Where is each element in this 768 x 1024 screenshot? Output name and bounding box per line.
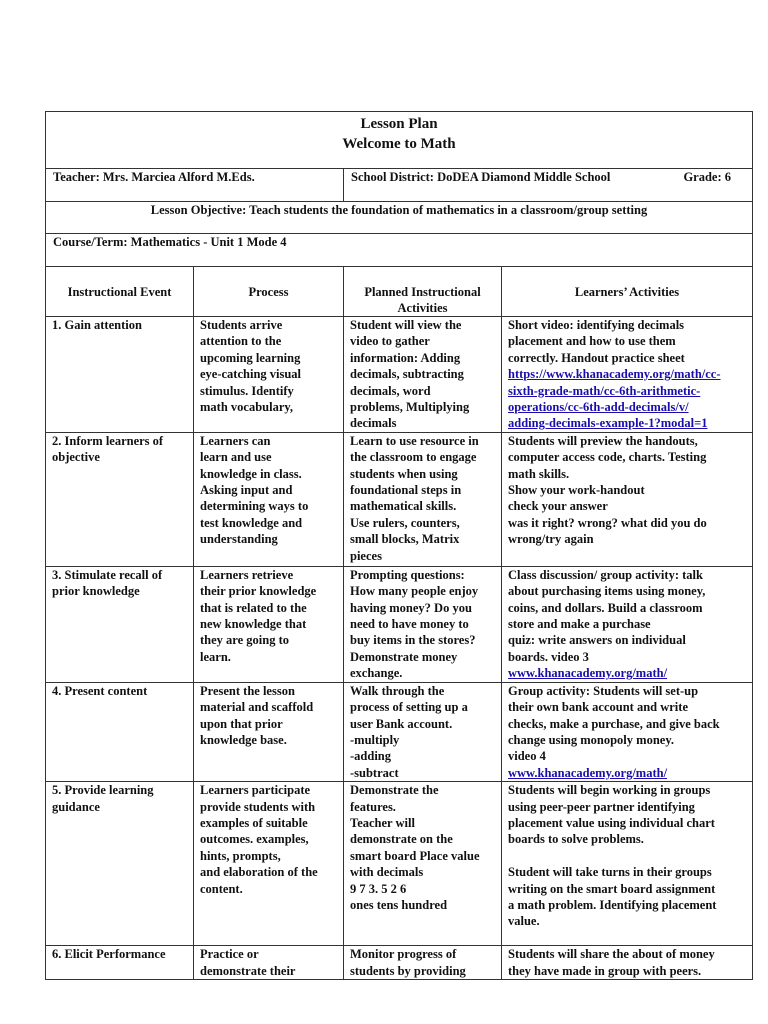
process-cell: Students arrive attention to the upcoming learning eye-catching visual stimulus. Identify math vocabulary, xyxy=(194,317,344,433)
event-cell: 1. Gain attention xyxy=(46,317,194,433)
table-row xyxy=(46,782,753,946)
table-row xyxy=(46,432,753,566)
learners-cell: Students will begin working in groups using peer-peer partner identifying placement value using individual chart boards to solve problems. Student will take turns in their groups writing on the smart board assignment a math problem. Identifying placement value. xyxy=(502,782,753,946)
planned-cell: Learn to use resource in the classroom to engage students when using foundational steps in mathematical skills. Use rulers, counters, small blocks, Matrix pieces xyxy=(344,432,502,566)
course-row xyxy=(46,234,753,267)
learners-cell: Class discussion/ group activity: talk about purchasing items using money, coins, and dollars. Build a classroom store and make a purchase quiz: write answers on individual boards. video 3 www.khanacademy.org/math/ xyxy=(502,566,753,682)
table-row xyxy=(46,317,753,433)
col-header-learners: Learners’ Activities xyxy=(502,267,753,317)
process-cell: Practice or demonstrate their xyxy=(194,946,344,980)
column-header-row xyxy=(46,267,753,317)
grade-label: Grade: 6 xyxy=(683,170,731,184)
process-cell: Learners participate provide students with examples of suitable outcomes. examples, hints, prompts, and elaboration of the content. xyxy=(194,782,344,946)
title-line-2: Welcome to Math xyxy=(342,136,456,152)
planned-cell: Student will view the video to gather information: Adding decimals, subtracting decimals, word problems, Multiplying decimals xyxy=(344,317,502,433)
khan-academy-link[interactable]: www.khanacademy.org/math/ xyxy=(508,666,668,681)
event-cell: 2. Inform learners of objective xyxy=(46,432,194,566)
planned-cell: Walk through the process of setting up a user Bank account. -multiply -adding -subtract xyxy=(344,682,502,781)
teacher-cell xyxy=(46,169,344,202)
col-header-process: Process xyxy=(194,267,344,317)
teacher-row xyxy=(46,169,753,202)
teacher-label: Teacher: Mrs. Marciea Alford M.Eds. xyxy=(53,170,255,184)
process-cell: Present the lesson material and scaffold upon that prior knowledge base. xyxy=(194,682,344,781)
learners-cell: Students will share the about of money they have made in group with peers. xyxy=(502,946,753,980)
objective-cell xyxy=(46,202,753,234)
table-row xyxy=(46,566,753,682)
table-row xyxy=(46,946,753,980)
title-line-1: Lesson Plan xyxy=(360,116,438,132)
lesson-plan-table xyxy=(45,111,753,980)
col-header-event: Instructional Event xyxy=(46,267,194,317)
place-value-digits: 9 7 3. 5 2 6 xyxy=(350,881,407,896)
place-value-labels: ones tens hundred xyxy=(350,897,448,912)
objective-row xyxy=(46,202,753,234)
learners-cell: Short video: identifying decimals placement and how to use them correctly. Handout practice sheet https://www.khanacademy.org/math/cc- sixth-grade-math/cc-6th-arithmetic- operations/cc-6th-add-decimals/v/ adding-decimals-example-1?modal=1 xyxy=(502,317,753,433)
title-row xyxy=(46,112,753,169)
khan-academy-link[interactable]: www.khanacademy.org/math/ xyxy=(508,765,668,780)
learners-cell: Students will preview the handouts, computer access code, charts. Testing math skills. Show your work-handout check your answer was it right? wrong? what did you do wrong/try again xyxy=(502,432,753,566)
process-cell: Learners can learn and use knowledge in class. Asking input and determining ways to test knowledge and understanding xyxy=(194,432,344,566)
planned-cell: Prompting questions: How many people enjoy having money? Do you need to have money to buy items in the stores? Demonstrate money exchange. xyxy=(344,566,502,682)
course-text: Course/Term: Mathematics - Unit 1 Mode 4 xyxy=(53,235,287,249)
school-cell xyxy=(344,169,753,202)
objective-text: Lesson Objective: Teach students the foundation of mathematics in a classroom/group setting xyxy=(150,203,648,217)
title-cell xyxy=(46,112,753,169)
course-cell xyxy=(46,234,753,267)
col-header-planned: Planned Instructional Activities xyxy=(344,267,502,317)
school-district-label: School District: DoDEA Diamond Middle School xyxy=(351,170,611,184)
process-cell: Learners retrieve their prior knowledge that is related to the new knowledge that they are going to learn. xyxy=(194,566,344,682)
khan-academy-link[interactable]: https://www.khanacademy.org/math/cc- sixth-grade-math/cc-6th-arithmetic- operations/cc-6th-add-decimals/v/ adding-decimals-example-1?modal=1 xyxy=(508,367,721,431)
table-row xyxy=(46,682,753,781)
event-cell: 6. Elicit Performance xyxy=(46,946,194,980)
planned-cell: Demonstrate the features. Teacher will demonstrate on the smart board Place value with decimals 9 7 3. 5 2 6 ones tens hundred xyxy=(344,782,502,946)
planned-cell: Monitor progress of students by providing xyxy=(344,946,502,980)
event-cell: 5. Provide learning guidance xyxy=(46,782,194,946)
event-cell: 4. Present content xyxy=(46,682,194,781)
learners-cell: Group activity: Students will set-up their own bank account and write checks, make a purchase, and give back change using monopoly money. video 4 www.khanacademy.org/math/ xyxy=(502,682,753,781)
event-cell: 3. Stimulate recall of prior knowledge xyxy=(46,566,194,682)
